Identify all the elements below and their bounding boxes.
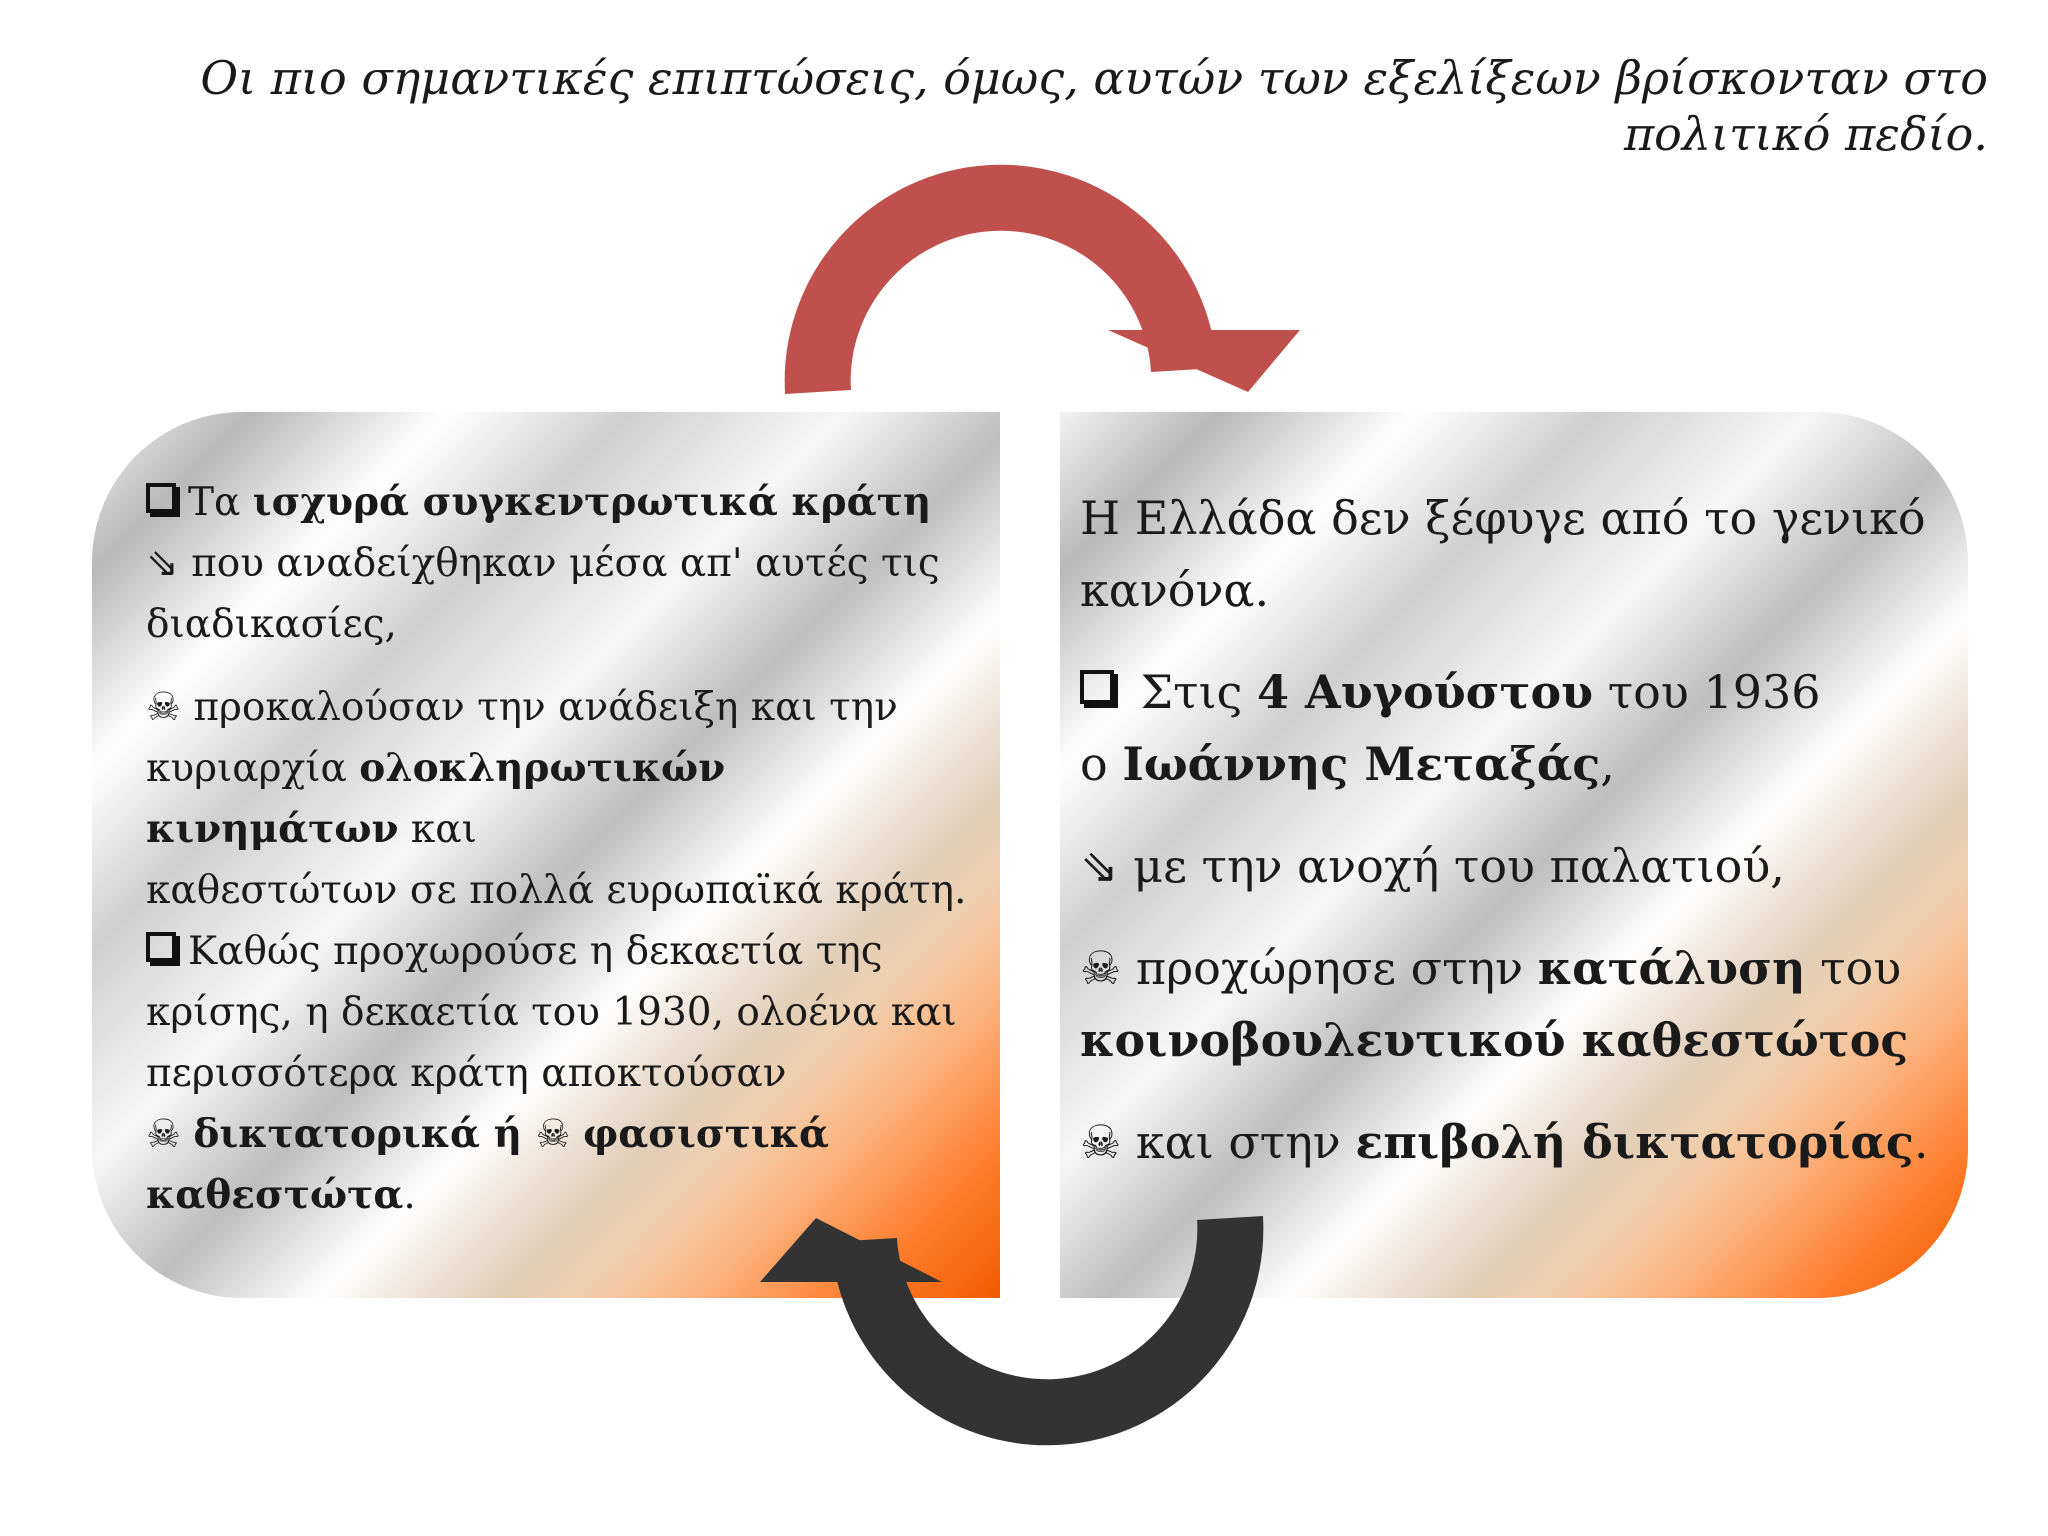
right-panel-text: Η Ελλάδα δεν ξέφυγε από το γενικό κανόνα. Στις 4 Αυγούστου του 1936 ο Ιωάννης Μεταξάς, ⇘ με την ανοχή του παλατιού, ☠ προχώρησε στην κατάλυση του κοινοβουλευτικού καθεστώτος ☠ και στην επιβολή δικτατορίας.	[1080, 482, 1940, 1178]
arrow-hook-icon: ⇘	[146, 541, 179, 586]
skull-crossbones-icon: ☠	[146, 685, 181, 730]
title-line-2: πολιτικό πεδίο.	[1623, 107, 1988, 161]
title-line-1: Οι πιο σημαντικές επιπτώσεις, όμως, αυτών των εξελίξεων βρίσκονταν στο	[200, 51, 1988, 105]
metaxas-label: Ιωάννης Μεταξάς	[1122, 737, 1601, 791]
skull-crossbones-icon: ☠	[535, 1112, 571, 1157]
left-panel-text: Τα ισχυρά συγκεντρωτικά κράτη ⇘ που αναδείχθηκαν μέσα απ' αυτές τις διαδικασίες, ☠ προκαλούσαν την ανάδειξη και την κυριαρχία ολοκληρωτικών κινημάτων και καθεστώτων σε πολλά ευρωπαϊκά κράτη. Καθώς προχωρούσε η δεκαετία της κρίσης, η δεκαετία του 1930, ολοένα και περισσότερα κράτη αποκτούσαν ☠ δικτατορικά ή ☠ φασιστικά καθεστώτα.	[146, 479, 967, 1218]
strong-states-label: ισχυρά συγκεντρωτικά κράτη	[252, 479, 932, 525]
skull-crossbones-icon: ☠	[1080, 941, 1122, 995]
date-label: 4 Αυγούστου	[1257, 665, 1594, 719]
skull-crossbones-icon: ☠	[146, 1112, 181, 1157]
arrow-hook-icon: ⇘	[1080, 839, 1119, 893]
skull-crossbones-icon: ☠	[1080, 1115, 1122, 1169]
